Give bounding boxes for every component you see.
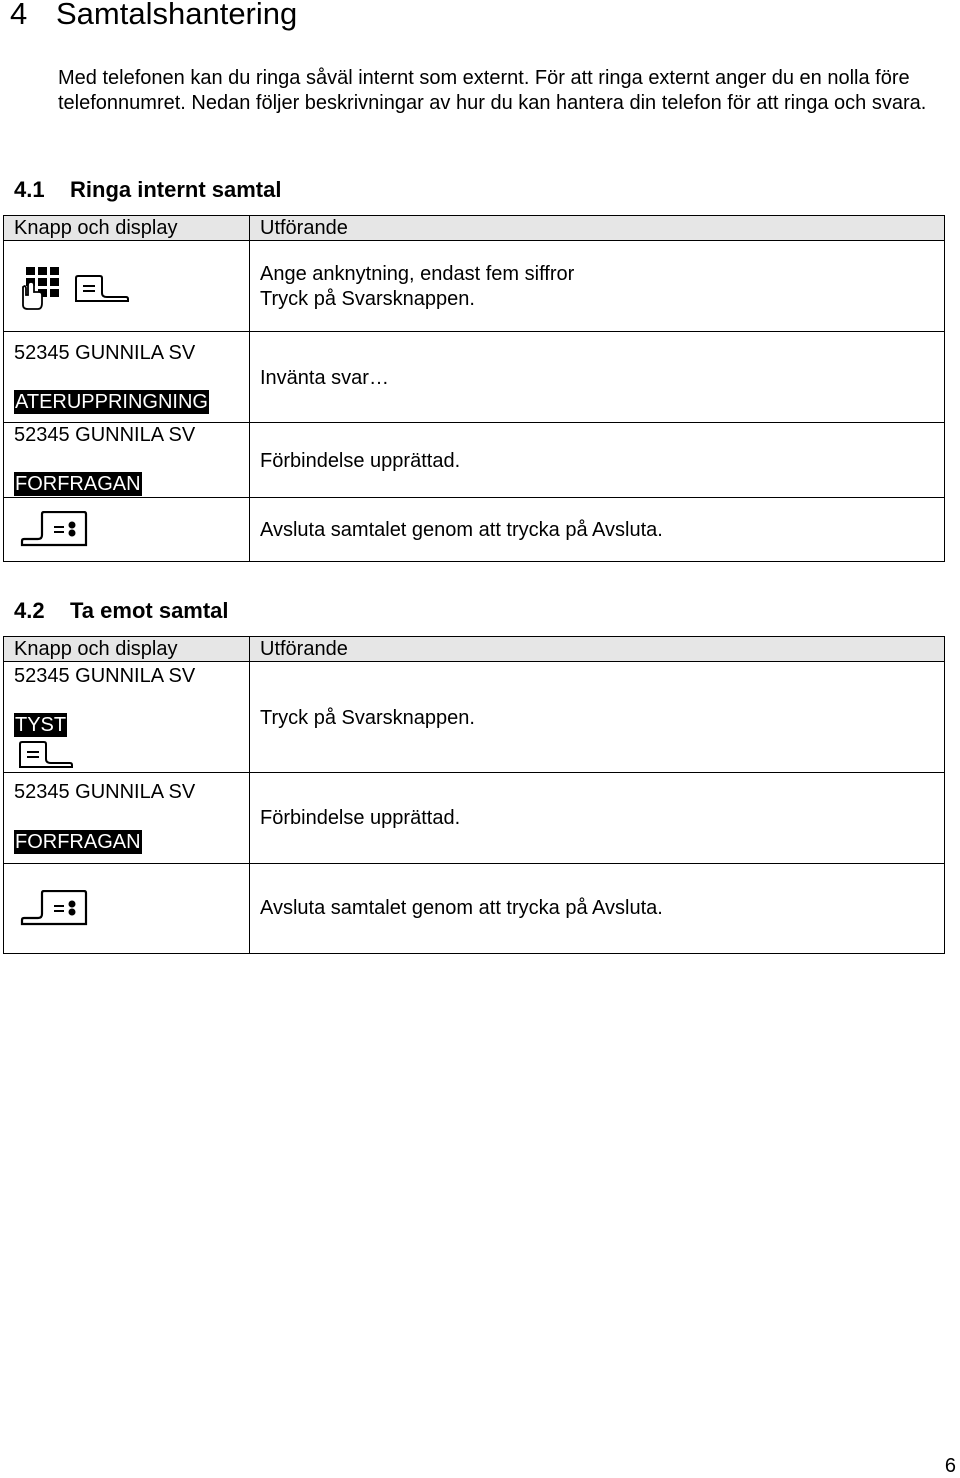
answer-key-icon	[18, 741, 74, 769]
display-line: 52345 GUNNILA SV	[14, 424, 196, 446]
table-header-row	[4, 216, 945, 241]
col-header-knapp: Knapp och display	[14, 217, 178, 239]
instruction-text: Avsluta samtalet genom att trycka på Avsluta.	[260, 897, 663, 919]
instruction-text: Ange anknytning, endast fem siffror	[260, 263, 575, 285]
keypad-hand-icon	[20, 265, 64, 311]
chapter-number: 4	[10, 0, 28, 31]
display-status: FORFRAGAN	[15, 831, 141, 853]
col-header-knapp: Knapp och display	[14, 638, 178, 660]
table-row	[4, 864, 945, 954]
chapter-heading	[10, 0, 297, 36]
table-row	[4, 662, 945, 773]
intro-paragraph: Med telefonen kan du ringa såväl internt som externt. För att ringa externt anger du en nolla före telefonnumret. Nedan följer beskrivningar av hur du kan hantera din telefon för att ringa och svara.	[58, 67, 927, 114]
end-call-key-icon	[20, 511, 88, 547]
section-number: 4.2	[14, 598, 45, 623]
table-row	[4, 332, 945, 423]
instruction-text: Förbindelse upprättad.	[260, 807, 461, 829]
col-header-utforande: Utförande	[260, 217, 348, 239]
col-header-utforande: Utförande	[260, 638, 348, 660]
display-status: TYST	[15, 714, 67, 736]
page-number: 6	[944, 1455, 956, 1477]
table-row	[4, 498, 945, 562]
end-call-key-icon	[20, 890, 88, 926]
display-line: 52345 GUNNILA SV	[14, 665, 196, 687]
display-line: 52345 GUNNILA SV	[14, 781, 196, 803]
table-row	[4, 423, 945, 498]
instruction-text: Förbindelse upprättad.	[260, 450, 461, 472]
instruction-text: Invänta svar…	[260, 367, 389, 389]
display-status: FORFRAGAN	[15, 473, 141, 495]
section-title: Ringa internt samtal	[70, 177, 282, 202]
table-ringa-internt	[3, 215, 945, 562]
section-number: 4.1	[14, 177, 45, 202]
display-line: 52345 GUNNILA SV	[14, 342, 196, 364]
instruction-text: Tryck på Svarsknappen.	[260, 288, 475, 310]
section-heading-4-1	[14, 176, 281, 204]
instruction-text: Avsluta samtalet genom att trycka på Avsluta.	[260, 519, 663, 541]
table-header-row	[4, 637, 945, 662]
table-row	[4, 773, 945, 864]
chapter-title: Samtalshantering	[56, 0, 298, 31]
instruction-text: Tryck på Svarsknappen.	[260, 707, 475, 729]
table-row	[4, 241, 945, 332]
answer-key-icon	[74, 275, 130, 303]
display-status: ATERUPPRINGNING	[15, 391, 208, 413]
section-title: Ta emot samtal	[70, 598, 229, 623]
table-ta-emot	[3, 636, 945, 954]
section-heading-4-2	[14, 597, 229, 625]
